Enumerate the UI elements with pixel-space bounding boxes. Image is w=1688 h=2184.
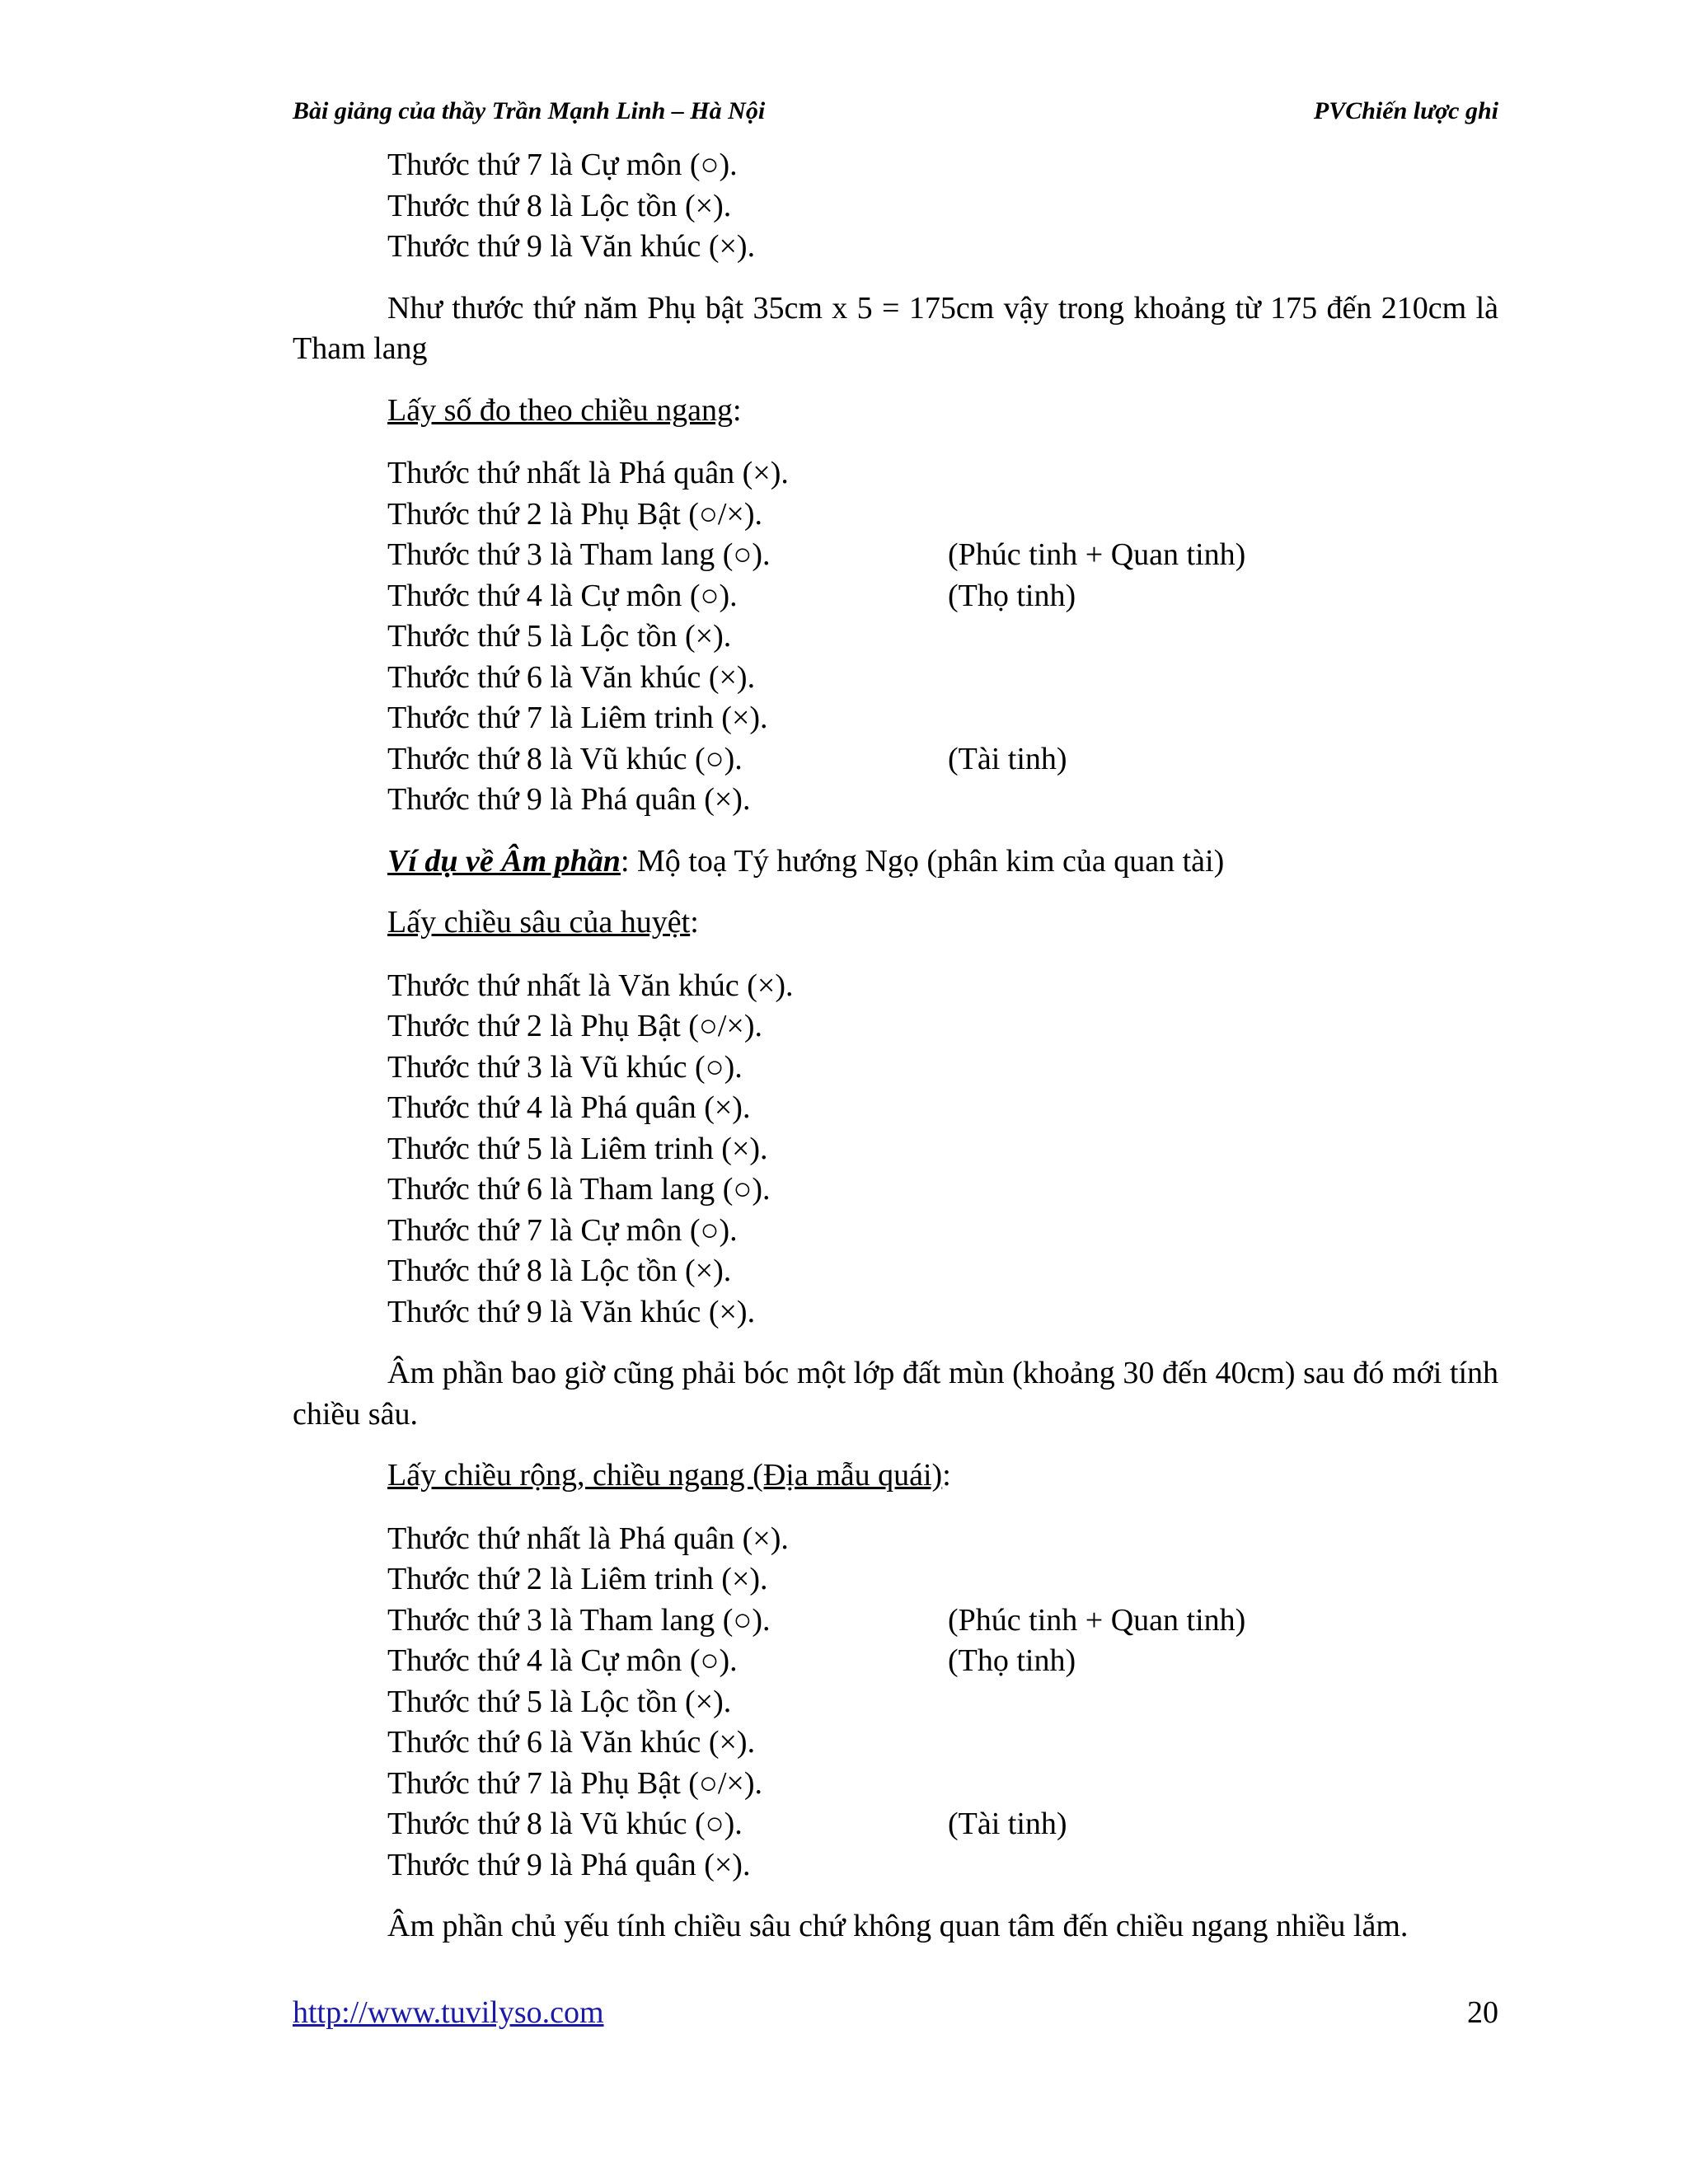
list-item: Thước thứ 4 là Cự môn (○). (Thọ tinh) [387, 1643, 1076, 1678]
paragraph: Âm phần chủ yếu tính chiều sâu chứ không quan tâm đến chiều ngang nhiều lắm. [387, 1909, 1409, 1943]
list-item: Thước thứ 9 là Văn khúc (×). [387, 1294, 756, 1329]
list-item: Thước thứ 6 là Văn khúc (×). [387, 1725, 756, 1760]
list-item: Thước thứ 2 là Liêm trinh (×). [387, 1562, 768, 1596]
list-item: Thước thứ 4 là Phá quân (×). [387, 1090, 751, 1125]
list-item: Thước thứ 3 là Vũ khúc (○). [387, 1049, 743, 1085]
list-item: Thước thứ 8 là Vũ khúc (○). (Tài tinh) [387, 1807, 1067, 1841]
list-item: Thước thứ 8 là Lộc tồn (×). [387, 188, 732, 223]
list-item: Thước thứ 5 là Liêm trinh (×). [387, 1131, 768, 1166]
list-item: Thước thứ 9 là Văn khúc (×). [387, 229, 756, 264]
list-item: Thước thứ nhất là Văn khúc (×). [387, 968, 794, 1003]
page-footer [293, 1994, 1498, 2036]
header-left-title: Bài giảng của thầy Trần Mạnh Linh – Hà Nội [293, 97, 766, 124]
website-link[interactable]: http://www.tuvilyso.com [293, 1995, 604, 2030]
list-item: Thước thứ 2 là Phụ Bật (○/×). [387, 496, 762, 532]
list-item: Thước thứ 5 là Lộc tồn (×). [387, 619, 732, 654]
horizontal-measure-list [293, 453, 1498, 821]
list-item: Thước thứ 8 là Lộc tồn (×). [387, 1254, 732, 1288]
paragraph: Như thước thứ năm Phụ bật 35cm x 5 = 175cm vậy trong khoảng từ 175 đến 210cm là Tham lang [293, 290, 1498, 366]
section-heading: Lấy số đo theo chiều ngang: [387, 392, 742, 428]
list-item: Thước thứ 3 là Tham lang (○). (Phúc tinh + Quan tinh) [387, 1602, 1246, 1638]
header-right-title: PVChiến lược ghi [1313, 97, 1498, 124]
width-measure-list [293, 1519, 1498, 1886]
list-item: Thước thứ 7 là Phụ Bật (○/×). [387, 1765, 762, 1801]
list-item: Thước thứ 6 là Tham lang (○). [387, 1172, 771, 1207]
list-item: Thước thứ 2 là Phụ Bật (○/×). [387, 1009, 762, 1043]
paragraph: Âm phần bao giờ cũng phải bóc một lớp đất mùn (khoảng 30 đến 40cm) sau đó mới tính chiều sâu. [293, 1356, 1498, 1432]
list-item: Thước thứ 3 là Tham lang (○). (Phúc tinh + Quan tinh) [387, 537, 1246, 572]
list-item: Thước thứ nhất là Phá quân (×). [387, 456, 789, 490]
depth-measure-list [293, 966, 1498, 1333]
example-heading: Ví dụ về Âm phần: Mộ toạ Tý hướng Ngọ (phân kim của quan tài) [387, 843, 1225, 879]
section-heading: Lấy chiều rộng, chiều ngang (Địa mẫu quái): [387, 1458, 951, 1493]
list-item: Thước thứ 5 là Lộc tồn (×). [387, 1684, 732, 1719]
list-item: Thước thứ nhất là Phá quân (×). [387, 1521, 789, 1556]
page-content [293, 145, 1498, 1947]
section-heading: Lấy chiều sâu của huyệt: [387, 905, 699, 940]
list-item: Thước thứ 7 là Cự môn (○). [387, 148, 738, 182]
page-header [293, 97, 1498, 134]
list-item: Thước thứ 8 là Vũ khúc (○). (Tài tinh) [387, 741, 1067, 776]
top-list [293, 145, 1498, 268]
list-item: Thước thứ 4 là Cự môn (○). (Thọ tinh) [387, 578, 1076, 613]
page-number: 20 [1467, 1995, 1498, 2030]
list-item: Thước thứ 7 là Cự môn (○). [387, 1212, 738, 1248]
list-item: Thước thứ 9 là Phá quân (×). [387, 782, 751, 817]
list-item: Thước thứ 9 là Phá quân (×). [387, 1847, 751, 1882]
list-item: Thước thứ 6 là Văn khúc (×). [387, 659, 756, 695]
list-item: Thước thứ 7 là Liêm trinh (×). [387, 701, 768, 735]
